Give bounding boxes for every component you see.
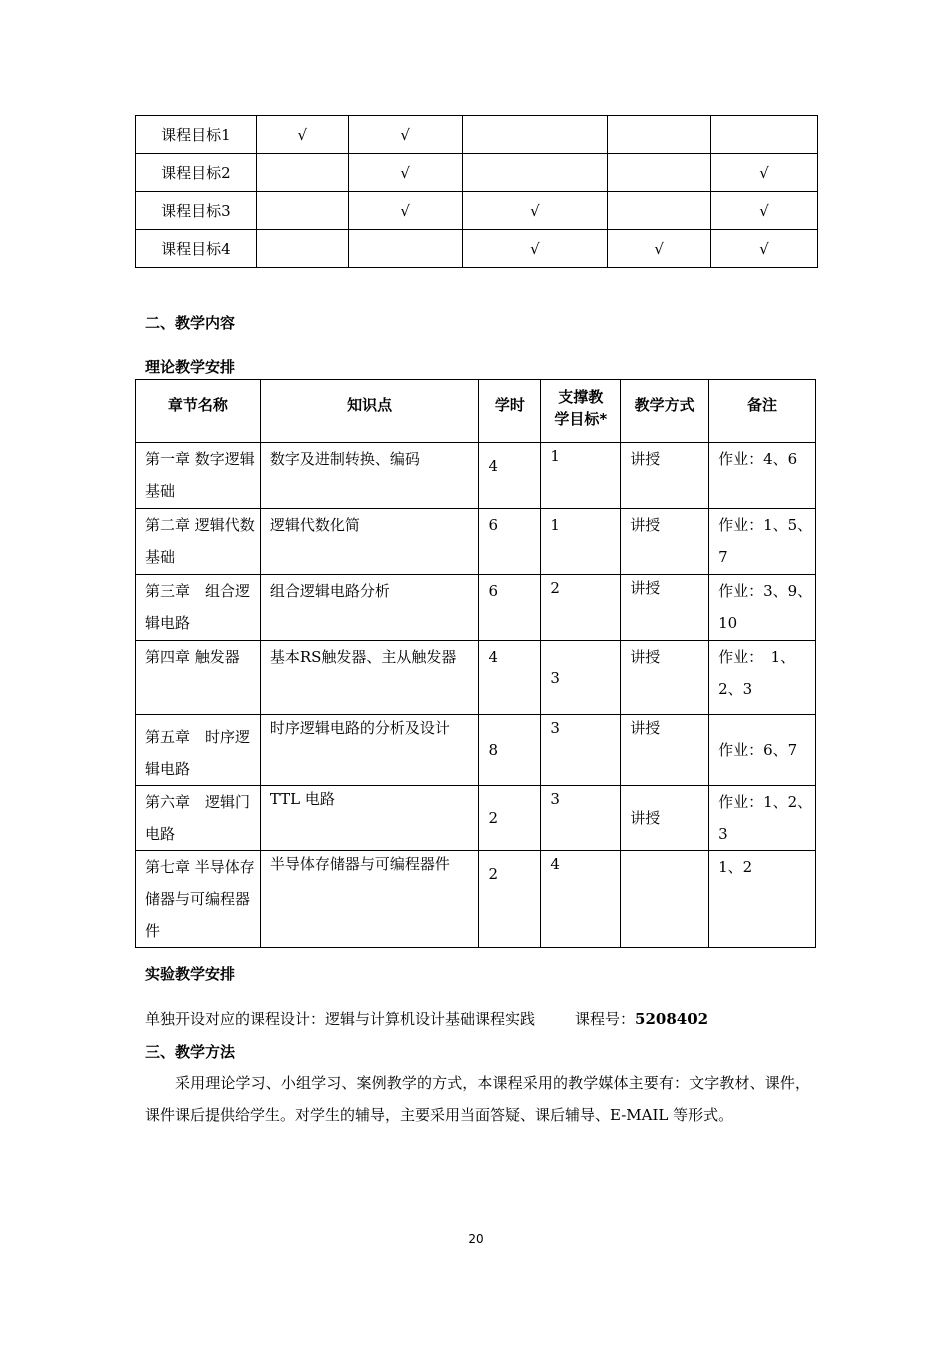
hours-cell: 6 bbox=[479, 509, 541, 575]
method-cell: 讲授 bbox=[621, 575, 709, 641]
section2-title: 二、教学内容 bbox=[145, 314, 236, 332]
check-cell bbox=[608, 154, 711, 192]
objective-label: 课程目标1 bbox=[136, 116, 257, 154]
hours-cell: 8 bbox=[479, 715, 541, 786]
table-row bbox=[136, 786, 816, 851]
method-cell: 讲授 bbox=[621, 509, 709, 575]
header-remark: 备注 bbox=[709, 380, 816, 443]
chapter-cell: 第五章 时序逻辑电路 bbox=[136, 715, 261, 786]
chapter-cell: 第二章 逻辑代数基础 bbox=[136, 509, 261, 575]
table-row bbox=[136, 641, 816, 715]
support-cell: 3 bbox=[541, 715, 621, 786]
check-cell bbox=[256, 230, 348, 268]
hours-cell: 2 bbox=[479, 786, 541, 851]
remark-cell: 作业：1、2、3 bbox=[709, 786, 816, 851]
remark-cell: 作业：6、7 bbox=[709, 715, 816, 786]
objective-label: 课程目标3 bbox=[136, 192, 257, 230]
method-cell: 讲授 bbox=[621, 443, 709, 509]
objective-label: 课程目标2 bbox=[136, 154, 257, 192]
chapter-cell: 第六章 逻辑门电路 bbox=[136, 786, 261, 851]
course-no: 5208402 bbox=[635, 1010, 709, 1028]
check-cell: √ bbox=[256, 116, 348, 154]
chapter-cell: 第三章 组合逻辑电路 bbox=[136, 575, 261, 641]
remark-cell: 作业：3、9、10 bbox=[709, 575, 816, 641]
check-cell bbox=[348, 230, 462, 268]
chapter-cell: 第七章 半导体存储器与可编程器件 bbox=[136, 851, 261, 948]
header-knowledge: 知识点 bbox=[260, 380, 479, 443]
knowledge-cell: 逻辑代数化简 bbox=[260, 509, 479, 575]
support-cell: 2 bbox=[541, 575, 621, 641]
method-paragraph: 采用理论学习、小组学习、案例教学的方式，本课程采用的教学媒体主要有：文字教材、课件，课件课后提供给学生。对学生的辅导，主要采用当面答疑、课后辅导、E-MAIL 等形式。 bbox=[145, 1074, 810, 1124]
remark-cell: 作业：4、6 bbox=[709, 443, 816, 509]
lab-title: 实验教学安排 bbox=[145, 965, 236, 983]
table-header-row bbox=[136, 380, 816, 443]
header-support-line2: 学目标* bbox=[554, 410, 608, 428]
table-row bbox=[136, 116, 818, 154]
section3-title: 三、教学方法 bbox=[145, 1043, 236, 1061]
knowledge-cell: 时序逻辑电路的分析及设计 bbox=[260, 715, 479, 786]
support-cell: 1 bbox=[541, 509, 621, 575]
check-cell: √ bbox=[348, 192, 462, 230]
check-cell: √ bbox=[462, 230, 608, 268]
check-cell bbox=[462, 116, 608, 154]
objective-label: 课程目标4 bbox=[136, 230, 257, 268]
lab-line bbox=[145, 1003, 785, 1035]
table-row bbox=[136, 851, 816, 948]
method-cell: 讲授 bbox=[621, 715, 709, 786]
chapter-cell: 第四章 触发器 bbox=[136, 641, 261, 715]
method-cell bbox=[621, 851, 709, 948]
header-support-line1: 支撑教 bbox=[558, 388, 604, 406]
knowledge-cell: 基本RS触发器、主从触发器 bbox=[260, 641, 479, 715]
lab-text: 单独开设对应的课程设计：逻辑与计算机设计基础课程实践 bbox=[145, 1010, 536, 1028]
hours-cell: 4 bbox=[479, 641, 541, 715]
knowledge-cell: 半导体存储器与可编程器件 bbox=[260, 851, 479, 948]
course-no-label: 课程号： bbox=[575, 1010, 636, 1028]
check-cell: √ bbox=[711, 230, 818, 268]
knowledge-cell: TTL 电路 bbox=[260, 786, 479, 851]
table-row bbox=[136, 154, 818, 192]
header-support bbox=[541, 380, 621, 443]
check-cell: √ bbox=[711, 192, 818, 230]
check-cell: √ bbox=[348, 154, 462, 192]
header-chapter: 章节名称 bbox=[136, 380, 261, 443]
table-row bbox=[136, 443, 816, 509]
hours-cell: 6 bbox=[479, 575, 541, 641]
check-cell: √ bbox=[348, 116, 462, 154]
objectives-table bbox=[135, 115, 818, 268]
remark-cell: 作业： 1、2、3 bbox=[709, 641, 816, 715]
header-method: 教学方式 bbox=[621, 380, 709, 443]
table-row bbox=[136, 230, 818, 268]
page-number: 20 bbox=[468, 1232, 484, 1246]
theory-table bbox=[135, 379, 816, 948]
table-row bbox=[136, 575, 816, 641]
hours-cell: 2 bbox=[479, 851, 541, 948]
remark-cell: 作业：1、5、7 bbox=[709, 509, 816, 575]
check-cell: √ bbox=[608, 230, 711, 268]
check-cell bbox=[256, 192, 348, 230]
header-hours: 学时 bbox=[479, 380, 541, 443]
remark-cell: 1、2 bbox=[709, 851, 816, 948]
method-cell: 讲授 bbox=[621, 786, 709, 851]
table-row bbox=[136, 192, 818, 230]
support-cell: 1 bbox=[541, 443, 621, 509]
check-cell bbox=[462, 154, 608, 192]
theory-title: 理论教学安排 bbox=[145, 358, 236, 376]
support-cell: 3 bbox=[541, 641, 621, 715]
knowledge-cell: 数字及进制转换、编码 bbox=[260, 443, 479, 509]
check-cell bbox=[256, 154, 348, 192]
table-row bbox=[136, 715, 816, 786]
method-cell: 讲授 bbox=[621, 641, 709, 715]
knowledge-cell: 组合逻辑电路分析 bbox=[260, 575, 479, 641]
check-cell bbox=[608, 192, 711, 230]
check-cell: √ bbox=[462, 192, 608, 230]
support-cell: 4 bbox=[541, 851, 621, 948]
check-cell bbox=[711, 116, 818, 154]
support-cell: 3 bbox=[541, 786, 621, 851]
check-cell: √ bbox=[711, 154, 818, 192]
hours-cell: 4 bbox=[479, 443, 541, 509]
check-cell bbox=[608, 116, 711, 154]
table-row bbox=[136, 509, 816, 575]
chapter-cell: 第一章 数字逻辑基础 bbox=[136, 443, 261, 509]
